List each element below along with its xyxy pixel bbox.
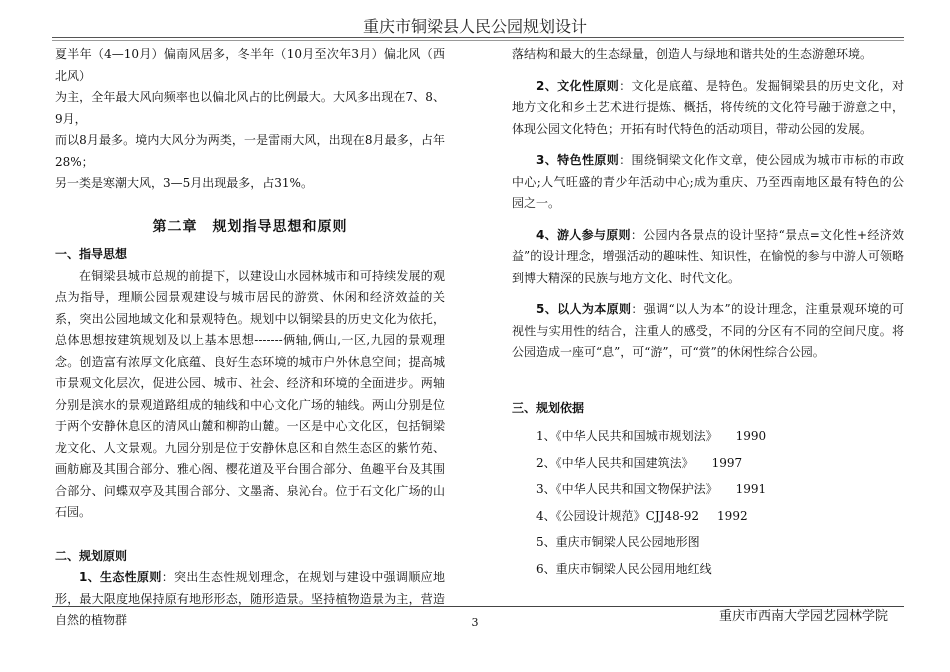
spacer [512, 140, 904, 150]
intro-line: 夏半年（4—10月）偏南风居多，冬半年（10月至次年3月）偏北风（西北风） [55, 47, 445, 83]
intro-line: 另一类是寒潮大风，3—5月出现最多，占31%。 [55, 176, 313, 190]
chapter-title: 第二章 规划指导思想和原则 [152, 218, 348, 235]
reference-title: 3、《中华人民共和国文物保护法》 [536, 482, 718, 496]
reference-item [512, 556, 904, 583]
reference-year: 1992 [717, 508, 748, 523]
header-rule [52, 37, 904, 38]
spacer [512, 364, 904, 398]
page-number: 3 [471, 616, 479, 629]
reference-item [512, 450, 904, 477]
right-column [512, 44, 904, 582]
continued-text: 落结构和最大的生态绿量，创造人与绿地和谐共处的生态游憩环境。 [512, 47, 873, 61]
spacer [55, 524, 445, 546]
section-heading-guiding-ideology: 一、指导思想 [55, 247, 128, 261]
spacer [512, 215, 904, 225]
principle-text: ：文化是底蕴、是特色。发掘铜梁县的历史文化，对地方文化和乡土艺术进行提炼、概括，将传统的文化符号融于游意之中，体现公园文化特色；开拓有时代特色的活动项目，带动公园的发展。 [512, 78, 904, 136]
principle-text: ：围绕铜梁文化作文章，使公园成为城市市标的市政中心;人气旺盛的青少年活动中心;成为重庆、乃至西南地区最有特色的公园之一。 [512, 153, 904, 210]
principle-people-oriented [512, 299, 904, 364]
principle-label: 3、特色性原则 [536, 153, 620, 167]
principle-text: ：突出生态性规划理念，在规划与建设中强调顺应地形，最大限度地保持原有地形形态，随形造景。坚持植物造景为主，营造自然的植物群 [55, 570, 445, 627]
reference-item [512, 476, 904, 503]
reference-year: 1990 [735, 429, 767, 443]
reference-title: 6、重庆市铜梁人民公园用地红线 [536, 561, 712, 576]
spacer [512, 289, 904, 299]
principle-label: 4、游人参与原则 [536, 227, 631, 242]
reference-title: 1、《中华人民共和国城市规划法》 [536, 429, 718, 443]
page-header-title: 重庆市铜梁县人民公园规划设计 [362, 17, 587, 36]
principle-text: ：强调“以人为本”的设计理念，注重景观环境的可视性与实用性的结合，注重人的感受，不同的分区有不同的空间尺度。将公园造成一座可“息”，可“游”，可“赏”的休闲性综合公园。 [512, 302, 904, 359]
reference-item [512, 423, 904, 450]
principle-text: ：公园内各景点的设计坚持“景点=文化性+经济效益”的设计理念，增强活动的趣味性、知识性，在愉悦的参与中游人可领略到博大精深的民族与地方文化、时代文化。 [512, 227, 904, 285]
left-column [55, 44, 445, 632]
reference-title: 2、《中华人民共和国建筑法》 [536, 455, 694, 470]
reference-item [512, 529, 904, 556]
reference-year: 1997 [711, 455, 743, 470]
reference-list [512, 423, 904, 582]
intro-line: 为主，全年最大风向频率也以偏北风占的比例最大。大风多出现在7、8、9月， [55, 90, 445, 126]
guiding-ideology-paragraph: 在铜梁县城市总规的前提下，以建设山水园林城市和可持续发展的观点为指导，理顺公园景观建设与城市居民的游赏、休闲和经济效益的关系，突出公园地域文化和景观特色。规划中以铜梁县的历史文化为依托，总体思想按建筑规划及以上基本思想-------俩轴,俩山,一区,九园的景观理念。创造富有浓厚文化底蕴、良好生态环境的城市户外休息空间；提高城市景观文化层次，促进公园、城市、社会、经济和环境的全面进步。两轴分别是滨水的景观道路组成的轴线和中心文化广场的轴线。两山分别是位于两个安静休息区的清风山麓和柳韵山麓。一区是中心文化区，包括铜梁龙文化、人文景观。九园分别是位于安静休息区和自然生态区的紫竹苑、画舫廊及其围合部分、雅心阁、樱花道及平台围合部分、鱼趣平台及其围合部分、问蝶双亭及其围合部分、文墨斋、泉沁台。位于石文化广场的山石园。 [55, 268, 445, 519]
intro-line: 而以8月最多。境内大风分为两类，一是雷雨大风，出现在8月最多，占年28%； [55, 133, 445, 169]
principle-label: 5、以人为本原则 [536, 302, 632, 316]
reference-title: 4、《公园设计规范》CJJ48-92 [536, 508, 700, 523]
reference-year: 1991 [735, 482, 767, 496]
principle-distinctive [512, 150, 904, 215]
section-heading-planning-basis: 三、规划依据 [512, 400, 585, 415]
principle-label: 2、文化性原则 [536, 78, 620, 93]
header-rule-secondary [52, 40, 904, 41]
section-heading-planning-principles: 二、规划原则 [55, 548, 128, 563]
principle-cultural [512, 76, 904, 141]
reference-title: 5、重庆市铜梁人民公园地形图 [536, 535, 700, 549]
reference-item [512, 503, 904, 530]
footer-organization: 重庆市西南大学园艺园林学院 [718, 609, 888, 624]
principle-label: 1、生态性原则 [79, 570, 162, 584]
principle-visitor-participation [512, 225, 904, 290]
spacer [512, 66, 904, 76]
